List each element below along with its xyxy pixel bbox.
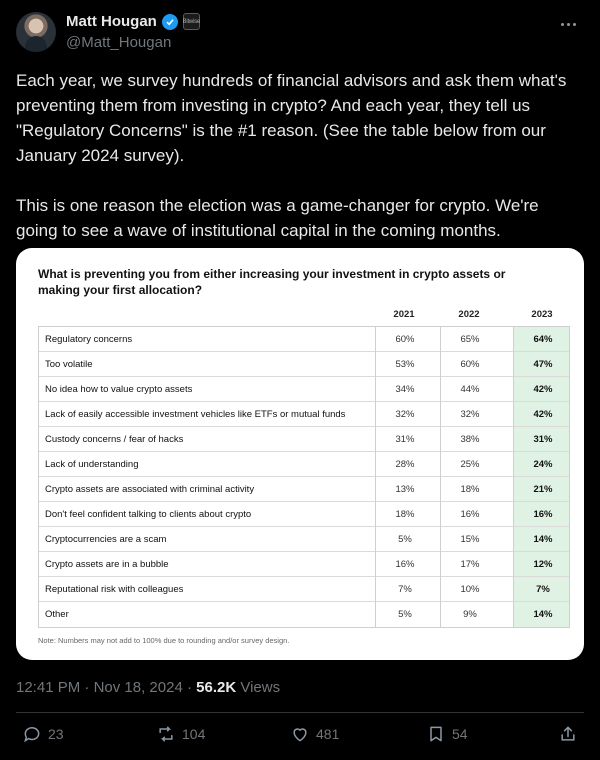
- value-2021: 31%: [395, 434, 415, 445]
- value-2022: 16%: [460, 509, 480, 520]
- attached-image-card[interactable]: [16, 248, 584, 660]
- value-2023: 14%: [533, 609, 553, 620]
- tweet-actions: [16, 724, 584, 752]
- author-name[interactable]: Matt Hougan: [66, 13, 157, 30]
- table-row: [39, 477, 569, 502]
- column-divider: [375, 326, 376, 628]
- value-2022: 9%: [463, 609, 477, 620]
- row-label: Reputational risk with colleagues: [45, 584, 184, 595]
- table-row: [39, 377, 569, 402]
- value-2022: 25%: [460, 459, 480, 470]
- value-2022: 44%: [460, 384, 480, 395]
- value-2023: 16%: [533, 509, 553, 520]
- row-label: No idea how to value crypto assets: [45, 384, 193, 395]
- value-2023: 7%: [536, 584, 550, 595]
- row-label: Crypto assets are associated with criminal activity: [45, 484, 255, 495]
- survey-question: What is preventing you from either increasing your investment in crypto assets or making your first allocation?: [38, 267, 506, 297]
- repost-count: 104: [182, 726, 206, 742]
- value-2022: 17%: [460, 559, 480, 570]
- value-2023: 31%: [533, 434, 553, 445]
- table-row: [39, 602, 569, 627]
- row-label: Too volatile: [45, 359, 93, 370]
- tweet-text: Each year, we survey hundreds of financial advisors and ask them what's preventing them from investing in crypto? And each year, they tell us "Regulatory Concerns" is the #1 reason. (See the table below from our January 2024 survey). This is one reason the election was a game-changer for crypto. We're going to see a wave of institutional capital in the coming months.: [16, 71, 567, 240]
- bookmark-button[interactable]: [426, 724, 468, 744]
- table-row: [39, 577, 569, 602]
- value-2023: 24%: [533, 459, 553, 470]
- bookmark-icon: [426, 724, 446, 744]
- value-2021: 53%: [395, 359, 415, 370]
- value-2023: 21%: [533, 484, 553, 495]
- divider: [16, 712, 584, 713]
- value-2021: 18%: [395, 509, 415, 520]
- affiliation-badge-logo: Bitwise: [182, 18, 201, 25]
- views-count[interactable]: 56.2K: [196, 679, 237, 696]
- like-count: 481: [316, 726, 340, 742]
- value-2021: 28%: [395, 459, 415, 470]
- value-2022: 15%: [460, 534, 480, 545]
- value-2023: 14%: [533, 534, 553, 545]
- table-row: [39, 327, 569, 352]
- tweet-header: [16, 12, 584, 56]
- survey-table: [38, 326, 570, 628]
- value-2022: 32%: [460, 409, 480, 420]
- value-2021: 60%: [395, 334, 415, 345]
- table-row: [39, 527, 569, 552]
- repost-icon: [156, 724, 176, 744]
- table-row: [39, 552, 569, 577]
- value-2022: 60%: [460, 359, 480, 370]
- table-footnote: Note: Numbers may not add to 100% due to rounding and/or survey design.: [38, 636, 290, 645]
- table-row: [39, 402, 569, 427]
- column-header-2022: 2022: [458, 309, 480, 320]
- row-label: Don't feel confident talking to clients about crypto: [45, 509, 252, 520]
- author-name-row: [66, 13, 200, 30]
- row-label: Other: [45, 609, 69, 620]
- value-2021: 34%: [395, 384, 415, 395]
- verified-badge-icon: [162, 14, 178, 30]
- repost-button[interactable]: [156, 724, 205, 744]
- value-2021: 32%: [395, 409, 415, 420]
- avatar[interactable]: [16, 12, 56, 52]
- value-2022: 10%: [460, 584, 480, 595]
- value-2021: 16%: [395, 559, 415, 570]
- value-2023: 47%: [533, 359, 553, 370]
- like-button[interactable]: [290, 724, 339, 744]
- row-label: Lack of understanding: [45, 459, 139, 470]
- reply-button[interactable]: [22, 724, 64, 744]
- value-2021: 7%: [398, 584, 412, 595]
- author-handle[interactable]: @Matt_Hougan: [66, 34, 172, 51]
- table-row: [39, 452, 569, 477]
- table-row: [39, 352, 569, 377]
- table-row: [39, 502, 569, 527]
- reply-count: 23: [48, 726, 64, 742]
- value-2021: 5%: [398, 534, 412, 545]
- column-divider: [440, 326, 441, 628]
- column-header-2023: 2023: [531, 309, 553, 320]
- value-2023: 42%: [533, 409, 553, 420]
- row-label: Lack of easily accessible investment vehicles like ETFs or mutual funds: [45, 409, 346, 420]
- meta-separator: ·: [182, 679, 197, 696]
- value-2021: 5%: [398, 609, 412, 620]
- share-icon: [558, 724, 578, 744]
- more-icon[interactable]: [556, 15, 580, 33]
- value-2022: 65%: [460, 334, 480, 345]
- row-label: Cryptocurrencies are a scam: [45, 534, 167, 545]
- value-2022: 18%: [460, 484, 480, 495]
- value-2023: 42%: [533, 384, 553, 395]
- row-label: Custody concerns / fear of hacks: [45, 434, 184, 445]
- affiliation-badge[interactable]: [183, 13, 200, 30]
- row-label: Regulatory concerns: [45, 334, 133, 345]
- views-label: Views: [240, 679, 281, 696]
- column-header-2021: 2021: [393, 309, 415, 320]
- column-divider: [513, 326, 514, 628]
- like-icon: [290, 724, 310, 744]
- table-row: [39, 427, 569, 452]
- reply-icon: [22, 724, 42, 744]
- tweet-date[interactable]: Nov 18, 2024: [93, 679, 183, 696]
- tweet-meta: [16, 679, 280, 696]
- row-label: Crypto assets are in a bubble: [45, 559, 169, 570]
- meta-separator: ·: [80, 679, 94, 696]
- tweet-time[interactable]: 12:41 PM: [16, 679, 81, 696]
- value-2021: 13%: [395, 484, 415, 495]
- value-2023: 12%: [533, 559, 553, 570]
- value-2023: 64%: [533, 334, 553, 345]
- share-button[interactable]: [558, 724, 578, 744]
- bookmark-count: 54: [452, 726, 468, 742]
- value-2022: 38%: [460, 434, 480, 445]
